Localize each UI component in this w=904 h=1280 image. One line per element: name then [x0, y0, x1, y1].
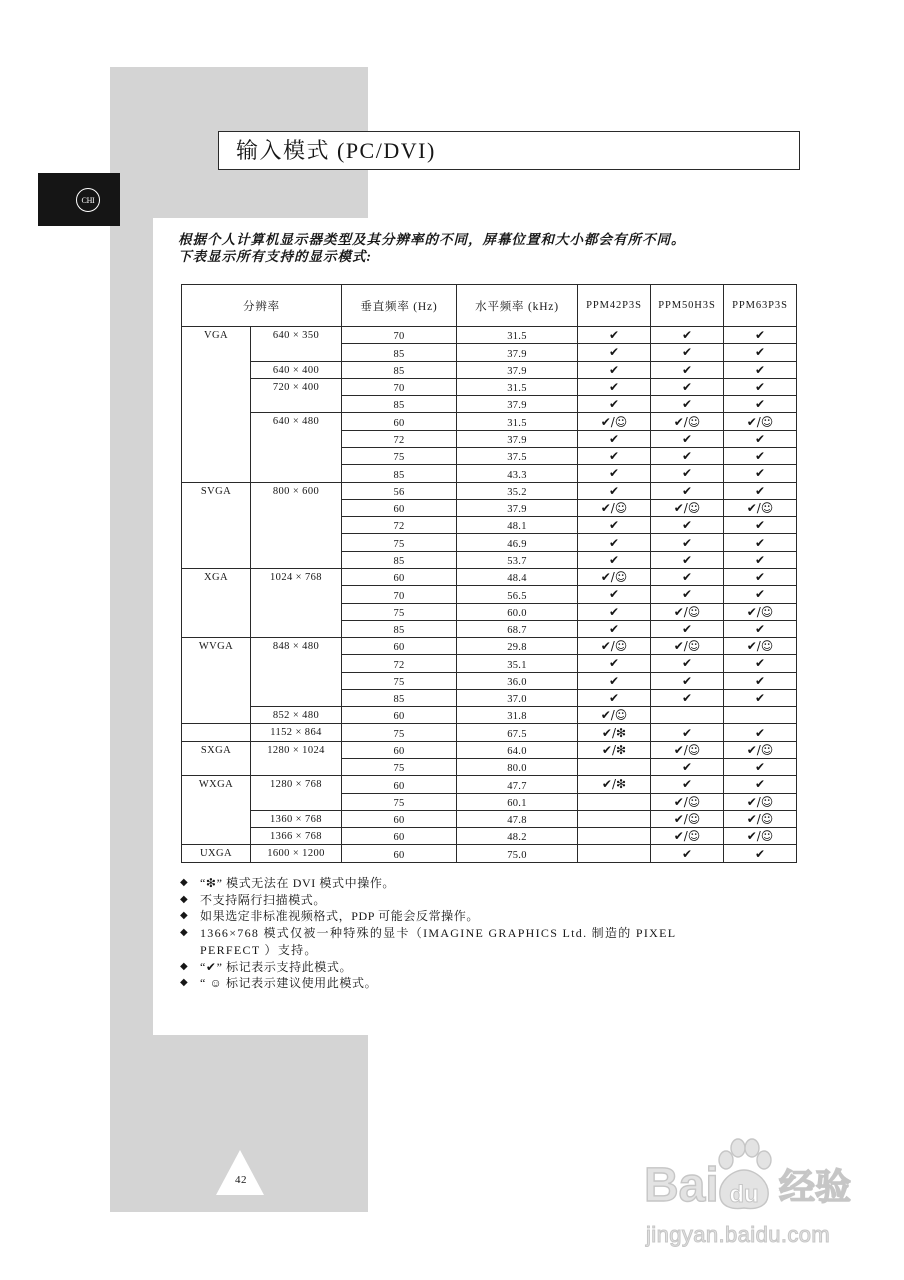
support-cell-ppm50h3s: ✔	[651, 621, 724, 638]
note-line: 1366×768 模式仅被一种特殊的显卡（IMAGINE GRAPHICS Ltd. 制造的 PIXEL	[200, 926, 677, 941]
vertical-frequency-cell: 75	[342, 534, 457, 551]
support-cell-ppm42p3s	[578, 811, 651, 828]
header-vertical-frequency: 垂直频率 (Hz)	[342, 285, 457, 327]
support-cell-ppm50h3s: ✔	[651, 517, 724, 534]
support-cell-ppm63p3s: ✔	[724, 327, 797, 344]
support-cell-ppm63p3s: ✔	[724, 517, 797, 534]
support-cell-ppm63p3s: ✔	[724, 552, 797, 569]
horizontal-frequency-cell: 68.7	[457, 621, 578, 638]
horizontal-frequency-cell: 31.5	[457, 413, 578, 430]
support-cell-ppm42p3s: ✔	[578, 552, 651, 569]
header-model-ppm63p3s: PPM63P3S	[724, 285, 797, 327]
vertical-frequency-cell: 70	[342, 379, 457, 396]
horizontal-frequency-cell: 67.5	[457, 724, 578, 741]
vertical-frequency-cell: 72	[342, 431, 457, 448]
support-cell-ppm42p3s: ✔/☺	[578, 413, 651, 430]
baidu-watermark	[640, 1138, 862, 1254]
support-cell-ppm50h3s: ✔	[651, 379, 724, 396]
support-cell-ppm42p3s: ✔	[578, 379, 651, 396]
support-cell-ppm50h3s: ✔	[651, 552, 724, 569]
resolution-cell: 1600 × 1200	[251, 845, 342, 862]
horizontal-frequency-cell: 53.7	[457, 552, 578, 569]
support-cell-ppm50h3s: ✔	[651, 690, 724, 707]
support-cell-ppm63p3s: ✔	[724, 569, 797, 586]
support-cell-ppm50h3s: ✔	[651, 327, 724, 344]
horizontal-frequency-cell: 31.8	[457, 707, 578, 724]
language-tab	[38, 173, 120, 226]
mode-cell: SXGA	[182, 742, 251, 777]
support-cell-ppm42p3s: ✔/❇	[578, 742, 651, 759]
diamond-bullet-icon: ◆	[180, 910, 188, 922]
note-line: “ ☺ 标记表示建议使用此模式。	[200, 976, 378, 991]
vertical-frequency-cell: 85	[342, 344, 457, 361]
support-cell-ppm42p3s: ✔	[578, 655, 651, 672]
support-cell-ppm42p3s: ✔	[578, 690, 651, 707]
resolution-cell: 640 × 480	[251, 413, 342, 482]
horizontal-frequency-cell: 37.9	[457, 431, 578, 448]
header-model-ppm42p3s: PPM42P3S	[578, 285, 651, 327]
resolution-cell: 720 × 400	[251, 379, 342, 414]
support-cell-ppm50h3s: ✔/☺	[651, 742, 724, 759]
baidu-paw-icon	[712, 1138, 776, 1214]
support-cell-ppm63p3s: ✔/☺	[724, 413, 797, 430]
note-text	[200, 875, 395, 892]
resolution-cell: 1280 × 1024	[251, 742, 342, 777]
support-cell-ppm63p3s: ✔	[724, 673, 797, 690]
support-cell-ppm63p3s: ✔	[724, 586, 797, 603]
horizontal-frequency-cell: 35.2	[457, 483, 578, 500]
vertical-frequency-cell: 60	[342, 569, 457, 586]
support-cell-ppm42p3s	[578, 759, 651, 776]
vertical-frequency-cell: 60	[342, 742, 457, 759]
page-number-triangle	[216, 1150, 264, 1195]
intro-line-1: 根据个人计算机显示器类型及其分辨率的不同，屏幕位置和大小都会有所不同。	[178, 232, 686, 247]
resolution-cell: 1360 × 768	[251, 811, 342, 828]
note-text	[200, 925, 676, 958]
mode-cell: XGA	[182, 569, 251, 638]
vertical-frequency-cell: 60	[342, 845, 457, 862]
support-cell-ppm50h3s: ✔/☺	[651, 604, 724, 621]
note-line: 不支持隔行扫描模式。	[200, 892, 327, 907]
title-box	[218, 131, 800, 170]
support-cell-ppm50h3s: ✔	[651, 362, 724, 379]
support-cell-ppm63p3s: ✔	[724, 690, 797, 707]
mode-cell: UXGA	[182, 845, 251, 862]
vertical-frequency-cell: 75	[342, 673, 457, 690]
horizontal-frequency-cell: 47.8	[457, 811, 578, 828]
vertical-frequency-cell: 56	[342, 483, 457, 500]
support-cell-ppm63p3s: ✔/☺	[724, 794, 797, 811]
resolution-cell: 1366 × 768	[251, 828, 342, 845]
watermark-paw-text: du	[729, 1181, 759, 1208]
support-cell-ppm50h3s: ✔	[651, 569, 724, 586]
intro-text	[178, 231, 686, 265]
note-item	[180, 959, 676, 976]
support-cell-ppm50h3s: ✔	[651, 483, 724, 500]
vertical-frequency-cell: 75	[342, 448, 457, 465]
note-text	[200, 908, 479, 925]
support-cell-ppm42p3s: ✔	[578, 362, 651, 379]
horizontal-frequency-cell: 48.2	[457, 828, 578, 845]
page-title: 输入模式 (PC/DVI)	[236, 138, 436, 163]
horizontal-frequency-cell: 46.9	[457, 534, 578, 551]
horizontal-frequency-cell: 31.5	[457, 379, 578, 396]
diamond-bullet-icon: ◆	[180, 893, 188, 905]
support-cell-ppm50h3s: ✔/☺	[651, 811, 724, 828]
note-text	[200, 959, 352, 976]
support-cell-ppm42p3s: ✔	[578, 327, 651, 344]
page-number-marker	[210, 1145, 270, 1200]
vertical-frequency-cell: 85	[342, 465, 457, 482]
horizontal-frequency-cell: 56.5	[457, 586, 578, 603]
horizontal-frequency-cell: 37.9	[457, 396, 578, 413]
mode-cell: WXGA	[182, 776, 251, 845]
support-cell-ppm63p3s: ✔	[724, 379, 797, 396]
support-cell-ppm42p3s: ✔/☺	[578, 500, 651, 517]
support-cell-ppm42p3s: ✔	[578, 431, 651, 448]
horizontal-frequency-cell: 64.0	[457, 742, 578, 759]
support-cell-ppm63p3s: ✔	[724, 759, 797, 776]
horizontal-frequency-cell: 35.1	[457, 655, 578, 672]
support-cell-ppm63p3s: ✔	[724, 534, 797, 551]
support-cell-ppm42p3s: ✔	[578, 604, 651, 621]
vertical-frequency-cell: 72	[342, 517, 457, 534]
resolution-cell: 848 × 480	[251, 638, 342, 707]
support-cell-ppm63p3s: ✔	[724, 465, 797, 482]
note-item	[180, 892, 676, 909]
support-cell-ppm63p3s: ✔	[724, 724, 797, 741]
horizontal-frequency-cell: 75.0	[457, 845, 578, 862]
support-cell-ppm42p3s: ✔	[578, 448, 651, 465]
watermark-brand-cn: 经验	[779, 1166, 852, 1207]
horizontal-frequency-cell: 60.0	[457, 604, 578, 621]
mode-cell: WVGA	[182, 638, 251, 724]
note-text	[200, 975, 377, 992]
resolution-cell: 1152 × 864	[251, 724, 342, 741]
display-mode-table	[181, 284, 797, 863]
support-cell-ppm50h3s: ✔	[651, 396, 724, 413]
language-badge: CHI	[76, 188, 100, 212]
support-cell-ppm42p3s	[578, 845, 651, 862]
horizontal-frequency-cell: 37.5	[457, 448, 578, 465]
support-cell-ppm42p3s: ✔/❇	[578, 724, 651, 741]
horizontal-frequency-cell: 43.3	[457, 465, 578, 482]
header-horizontal-frequency: 水平频率 (kHz)	[457, 285, 578, 327]
support-cell-ppm50h3s: ✔	[651, 724, 724, 741]
support-cell-ppm63p3s: ✔/☺	[724, 828, 797, 845]
note-item	[180, 908, 676, 925]
support-cell-ppm63p3s: ✔	[724, 655, 797, 672]
vertical-frequency-cell: 85	[342, 552, 457, 569]
support-cell-ppm63p3s: ✔	[724, 431, 797, 448]
support-cell-ppm42p3s: ✔	[578, 344, 651, 361]
horizontal-frequency-cell: 31.5	[457, 327, 578, 344]
intro-line-2: 下表显示所有支持的显示模式:	[178, 249, 372, 264]
support-cell-ppm50h3s: ✔	[651, 655, 724, 672]
horizontal-frequency-cell: 60.1	[457, 794, 578, 811]
support-cell-ppm63p3s: ✔	[724, 362, 797, 379]
diamond-bullet-icon: ◆	[180, 927, 188, 939]
horizontal-frequency-cell: 47.7	[457, 776, 578, 793]
support-cell-ppm50h3s: ✔	[651, 344, 724, 361]
support-cell-ppm50h3s: ✔/☺	[651, 828, 724, 845]
header-model-ppm50h3s: PPM50H3S	[651, 285, 724, 327]
support-cell-ppm63p3s: ✔/☺	[724, 742, 797, 759]
vertical-frequency-cell: 60	[342, 500, 457, 517]
support-cell-ppm63p3s	[724, 707, 797, 724]
horizontal-frequency-cell: 29.8	[457, 638, 578, 655]
note-text	[200, 892, 326, 909]
vertical-frequency-cell: 75	[342, 794, 457, 811]
note-item	[180, 975, 676, 992]
support-cell-ppm42p3s: ✔	[578, 621, 651, 638]
mode-cell: SVGA	[182, 483, 251, 569]
resolution-cell: 640 × 350	[251, 327, 342, 362]
support-cell-ppm50h3s: ✔/☺	[651, 638, 724, 655]
note-line: 如果选定非标准视频格式，PDP 可能会反常操作。	[200, 909, 479, 924]
support-cell-ppm50h3s: ✔/☺	[651, 413, 724, 430]
support-cell-ppm42p3s: ✔/☺	[578, 707, 651, 724]
support-cell-ppm50h3s: ✔	[651, 845, 724, 862]
resolution-cell: 852 × 480	[251, 707, 342, 724]
support-cell-ppm63p3s: ✔	[724, 621, 797, 638]
support-cell-ppm63p3s: ✔	[724, 396, 797, 413]
support-cell-ppm50h3s	[651, 707, 724, 724]
diamond-bullet-icon: ◆	[180, 977, 188, 989]
note-line: “✔” 标记表示支持此模式。	[200, 959, 353, 974]
vertical-frequency-cell: 85	[342, 621, 457, 638]
support-cell-ppm63p3s: ✔	[724, 448, 797, 465]
support-cell-ppm50h3s: ✔	[651, 448, 724, 465]
vertical-frequency-cell: 60	[342, 811, 457, 828]
support-cell-ppm42p3s: ✔	[578, 465, 651, 482]
support-cell-ppm42p3s: ✔	[578, 586, 651, 603]
horizontal-frequency-cell: 37.9	[457, 500, 578, 517]
horizontal-frequency-cell: 37.0	[457, 690, 578, 707]
support-cell-ppm50h3s: ✔	[651, 776, 724, 793]
horizontal-frequency-cell: 48.4	[457, 569, 578, 586]
vertical-frequency-cell: 60	[342, 828, 457, 845]
support-cell-ppm50h3s: ✔	[651, 586, 724, 603]
diamond-bullet-icon: ◆	[180, 960, 188, 972]
support-cell-ppm42p3s: ✔	[578, 517, 651, 534]
support-cell-ppm63p3s: ✔	[724, 483, 797, 500]
header-resolution: 分辨率	[182, 285, 342, 327]
note-line: “❇” 模式无法在 DVI 模式中操作。	[200, 876, 396, 890]
vertical-frequency-cell: 75	[342, 724, 457, 741]
support-cell-ppm42p3s	[578, 794, 651, 811]
horizontal-frequency-cell: 36.0	[457, 673, 578, 690]
support-cell-ppm42p3s: ✔/☺	[578, 638, 651, 655]
support-cell-ppm63p3s: ✔	[724, 776, 797, 793]
support-cell-ppm42p3s	[578, 828, 651, 845]
support-cell-ppm42p3s: ✔/❇	[578, 776, 651, 793]
support-cell-ppm63p3s: ✔/☺	[724, 811, 797, 828]
resolution-cell: 1024 × 768	[251, 569, 342, 638]
vertical-frequency-cell: 60	[342, 638, 457, 655]
support-cell-ppm63p3s: ✔	[724, 845, 797, 862]
vertical-frequency-cell: 60	[342, 707, 457, 724]
mode-cell: VGA	[182, 327, 251, 483]
watermark-brand-left: Bai	[644, 1159, 719, 1212]
vertical-frequency-cell: 70	[342, 586, 457, 603]
support-cell-ppm42p3s: ✔/☺	[578, 569, 651, 586]
support-cell-ppm50h3s: ✔	[651, 759, 724, 776]
footnotes	[180, 875, 676, 992]
support-cell-ppm50h3s: ✔	[651, 534, 724, 551]
support-cell-ppm50h3s: ✔	[651, 431, 724, 448]
support-cell-ppm42p3s: ✔	[578, 483, 651, 500]
horizontal-frequency-cell: 80.0	[457, 759, 578, 776]
support-cell-ppm63p3s: ✔/☺	[724, 638, 797, 655]
horizontal-frequency-cell: 37.9	[457, 362, 578, 379]
vertical-frequency-cell: 85	[342, 362, 457, 379]
support-cell-ppm50h3s: ✔	[651, 465, 724, 482]
vertical-frequency-cell: 60	[342, 413, 457, 430]
vertical-frequency-cell: 72	[342, 655, 457, 672]
note-item	[180, 925, 676, 958]
support-cell-ppm63p3s: ✔/☺	[724, 500, 797, 517]
watermark-url: jingyan.baidu.com	[646, 1222, 831, 1247]
note-line: PERFECT ）支持。	[200, 942, 318, 957]
vertical-frequency-cell: 75	[342, 759, 457, 776]
vertical-frequency-cell: 70	[342, 327, 457, 344]
support-cell-ppm42p3s: ✔	[578, 534, 651, 551]
vertical-frequency-cell: 75	[342, 604, 457, 621]
support-cell-ppm63p3s: ✔/☺	[724, 604, 797, 621]
horizontal-frequency-cell: 48.1	[457, 517, 578, 534]
support-cell-ppm42p3s: ✔	[578, 396, 651, 413]
support-cell-ppm50h3s: ✔/☺	[651, 794, 724, 811]
resolution-cell: 640 × 400	[251, 362, 342, 379]
support-cell-ppm50h3s: ✔/☺	[651, 500, 724, 517]
support-cell-ppm42p3s: ✔	[578, 673, 651, 690]
diamond-bullet-icon: ◆	[180, 877, 188, 888]
resolution-cell: 1280 × 768	[251, 776, 342, 811]
resolution-cell: 800 × 600	[251, 483, 342, 569]
horizontal-frequency-cell: 37.9	[457, 344, 578, 361]
vertical-frequency-cell: 85	[342, 396, 457, 413]
page-number: 42	[235, 1174, 247, 1186]
vertical-frequency-cell: 85	[342, 690, 457, 707]
note-item	[180, 875, 676, 892]
support-cell-ppm63p3s: ✔	[724, 344, 797, 361]
vertical-frequency-cell: 60	[342, 776, 457, 793]
mode-cell	[182, 724, 251, 741]
support-cell-ppm50h3s: ✔	[651, 673, 724, 690]
